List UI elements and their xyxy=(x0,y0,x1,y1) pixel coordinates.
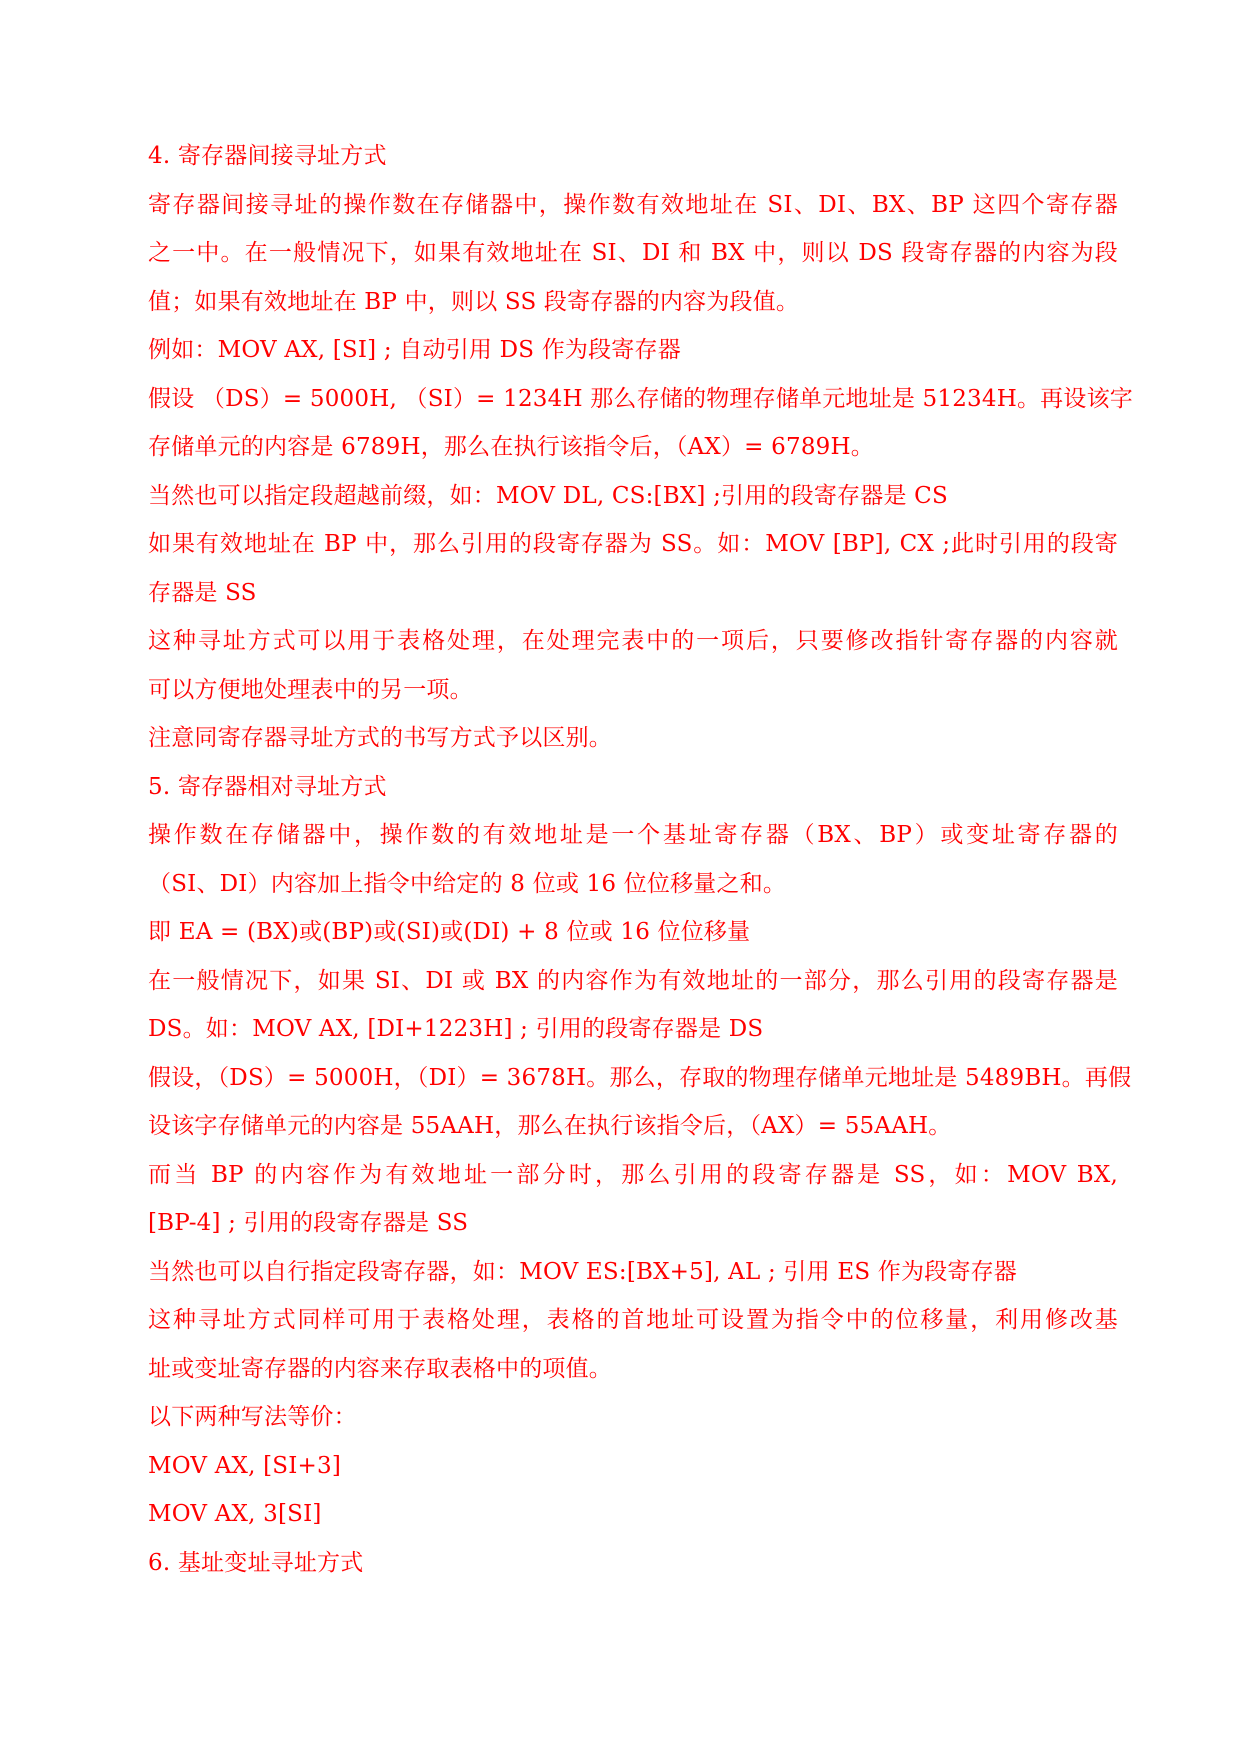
code-line: MOV AX, [SI+3] xyxy=(148,1452,342,1479)
paragraph-line: 而当 BP 的内容作为有效地址一部分时，那么引用的段寄存器是 SS，如：MOV BX, xyxy=(148,1161,1118,1188)
paragraph-line: 可以方便地处理表中的另一项。 xyxy=(148,676,473,703)
paragraph-line: 存器是 SS xyxy=(148,579,257,606)
paragraph-line: 值；如果有效地址在 BP 中，则以 SS 段寄存器的内容为段值。 xyxy=(148,288,800,315)
paragraph-line: 之一中。在一般情况下，如果有效地址在 SI、DI 和 BX 中，则以 DS 段寄存器的内容为段 xyxy=(148,240,1118,266)
paragraph-line: 址或变址寄存器的内容来存取表格中的项值。 xyxy=(148,1355,612,1382)
document-body xyxy=(148,132,1133,1587)
paragraph-line: 这种寻址方式可以用于表格处理，在处理完表中的一项后，只要修改指针寄存器的内容就 xyxy=(148,628,1118,654)
code-example-line: DS。如：MOV AX, [DI+1223H] ; 引用的段寄存器是 DS xyxy=(148,1016,764,1042)
paragraph-line: 在一般情况下，如果 SI、DI 或 BX 的内容作为有效地址的一部分，那么引用的段寄存器是 xyxy=(148,967,1118,994)
code-example-line: 当然也可以指定段超越前缀，如：MOV DL, CS:[BX] ;引用的段寄存器是 CS xyxy=(148,482,948,509)
paragraph-line: 注意同寄存器寻址方式的书写方式予以区别。 xyxy=(148,725,612,751)
formula-line: 即 EA = (BX)或(BP)或(SI)或(DI) + 8 位或 16 位位移量 xyxy=(148,919,751,945)
paragraph-line: 假设 （DS）= 5000H, （SI）= 1234H 那么存储的物理存储单元地址是 51234H。再设该字 xyxy=(148,385,1133,412)
paragraph-line: 假设，（DS）= 5000H，（DI）= 3678H。那么，存取的物理存储单元地址是 5489BH。再假 xyxy=(148,1064,1132,1091)
code-line: MOV AX, 3[SI] xyxy=(148,1501,322,1527)
section-heading-6: 6. 基址变址寻址方式 xyxy=(148,1549,364,1576)
paragraph-line: 设该字存储单元的内容是 55AAH，那么在执行该指令后，（AX）= 55AAH。 xyxy=(148,1113,952,1139)
section-heading-4: 4. 寄存器间接寻址方式 xyxy=(148,143,387,169)
code-example-line: 例如：MOV AX, [SI] ; 自动引用 DS 作为段寄存器 xyxy=(148,337,681,363)
section-heading-5: 5. 寄存器相对寻址方式 xyxy=(148,773,387,800)
code-example-line: 当然也可以自行指定段寄存器，如：MOV ES:[BX+5], AL ; 引用 ES 作为段寄存器 xyxy=(148,1258,1017,1285)
paragraph-line: 如果有效地址在 BP 中，那么引用的段寄存器为 SS。如：MOV [BP], CX ;此时引用的段寄 xyxy=(148,531,1118,557)
paragraph-line: 这种寻址方式同样可用于表格处理，表格的首地址可设置为指令中的位移量，利用修改基 xyxy=(148,1307,1118,1333)
paragraph-line: 寄存器间接寻址的操作数在存储器中，操作数有效地址在 SI、DI、BX、BP 这四个寄存器 xyxy=(148,191,1118,218)
paragraph-line: 存储单元的内容是 6789H，那么在执行该指令后，（AX）= 6789H。 xyxy=(148,434,874,460)
code-example-line: [BP-4] ; 引用的段寄存器是 SS xyxy=(148,1210,469,1236)
paragraph-line: 操作数在存储器中，操作数的有效地址是一个基址寄存器（BX、BP）或变址寄存器的 xyxy=(148,822,1118,848)
paragraph-line: （SI、DI）内容加上指令中给定的 8 位或 16 位位移量之和。 xyxy=(148,870,787,897)
paragraph-line: 以下两种写法等价： xyxy=(148,1404,357,1430)
